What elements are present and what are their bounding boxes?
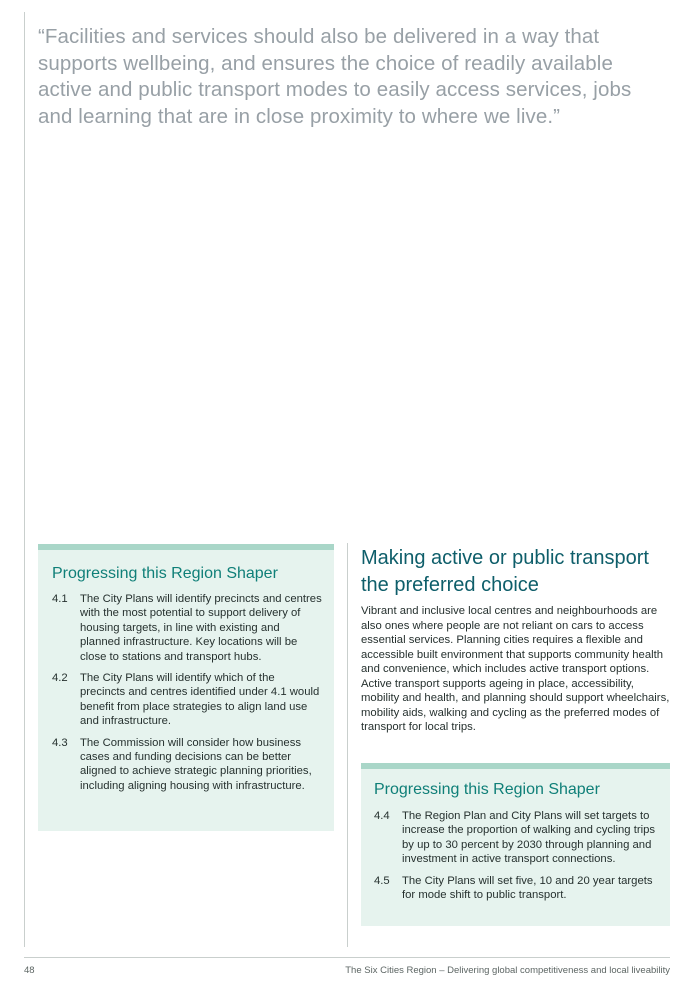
list-item (52, 736, 322, 794)
footer-title: The Six Cities Region – Delivering global competitiveness and local liveability (345, 965, 670, 976)
pull-quote: “Facilities and services should also be delivered in a way that supports wellbeing, and ensures the choice of readily available active and public transport modes to easily access services, jobs and learning that are in close proximity to where we live.” (38, 25, 632, 128)
list-item (52, 592, 322, 664)
item-number: 4.5 (374, 874, 390, 887)
section-heading: Making active or public transport the preferred choice (361, 547, 649, 596)
action-list (374, 809, 657, 909)
item-number: 4.2 (52, 672, 68, 685)
panel-title: Progressing this Region Shaper (374, 781, 600, 798)
list-item (374, 874, 657, 903)
left-margin-rule (24, 12, 25, 947)
list-item (52, 671, 322, 729)
item-text: The City Plans will set five, 10 and 20 year targets for mode shift to public transport. (402, 874, 653, 902)
item-number: 4.1 (52, 593, 68, 605)
action-list (52, 592, 322, 800)
item-number: 4.4 (374, 810, 390, 822)
item-number: 4.3 (52, 736, 68, 749)
item-text: The City Plans will identify precincts and centres with the most potential to support delivery of housing targets, in line with existing and planned infrastructure. Key locations will be close to stations and transport hubs. (80, 593, 322, 663)
region-shaper-panel-right (361, 763, 670, 926)
item-text: The Commission will consider how business cases and funding decisions can be better aligned to achieve strategic planning priorities, including aligning housing with infrastructure. (80, 736, 312, 792)
section-body: Vibrant and inclusive local centres and neighbourhoods are also ones where people are not reliant on cars to access essential services. Planning cities requires a flexible and accessible built environment that supports community health and convenience, which includes active transport options. Active transport supports ageing in place, accessibility, mobility and health, and planning should support wheelchairs, mobility aids, walking and cycling as the preferred modes of transport for local trips. (361, 605, 670, 733)
item-text: The Region Plan and City Plans will set targets to increase the proportion of walking and cycling trips by up to 30 percent by 2030 through planning and investment in active transport connections. (402, 810, 656, 866)
column-divider (347, 543, 348, 947)
footer-rule (24, 957, 670, 958)
page-number: 48 (24, 965, 35, 976)
panel-accent-bar (38, 544, 334, 550)
list-item (374, 809, 657, 867)
region-shaper-panel-left (38, 544, 334, 831)
panel-title: Progressing this Region Shaper (52, 565, 278, 582)
panel-accent-bar (361, 763, 670, 769)
item-text: The City Plans will identify which of the precincts and centres identified under 4.1 would benefit from place strategies to align land use and infrastructure. (80, 672, 320, 728)
